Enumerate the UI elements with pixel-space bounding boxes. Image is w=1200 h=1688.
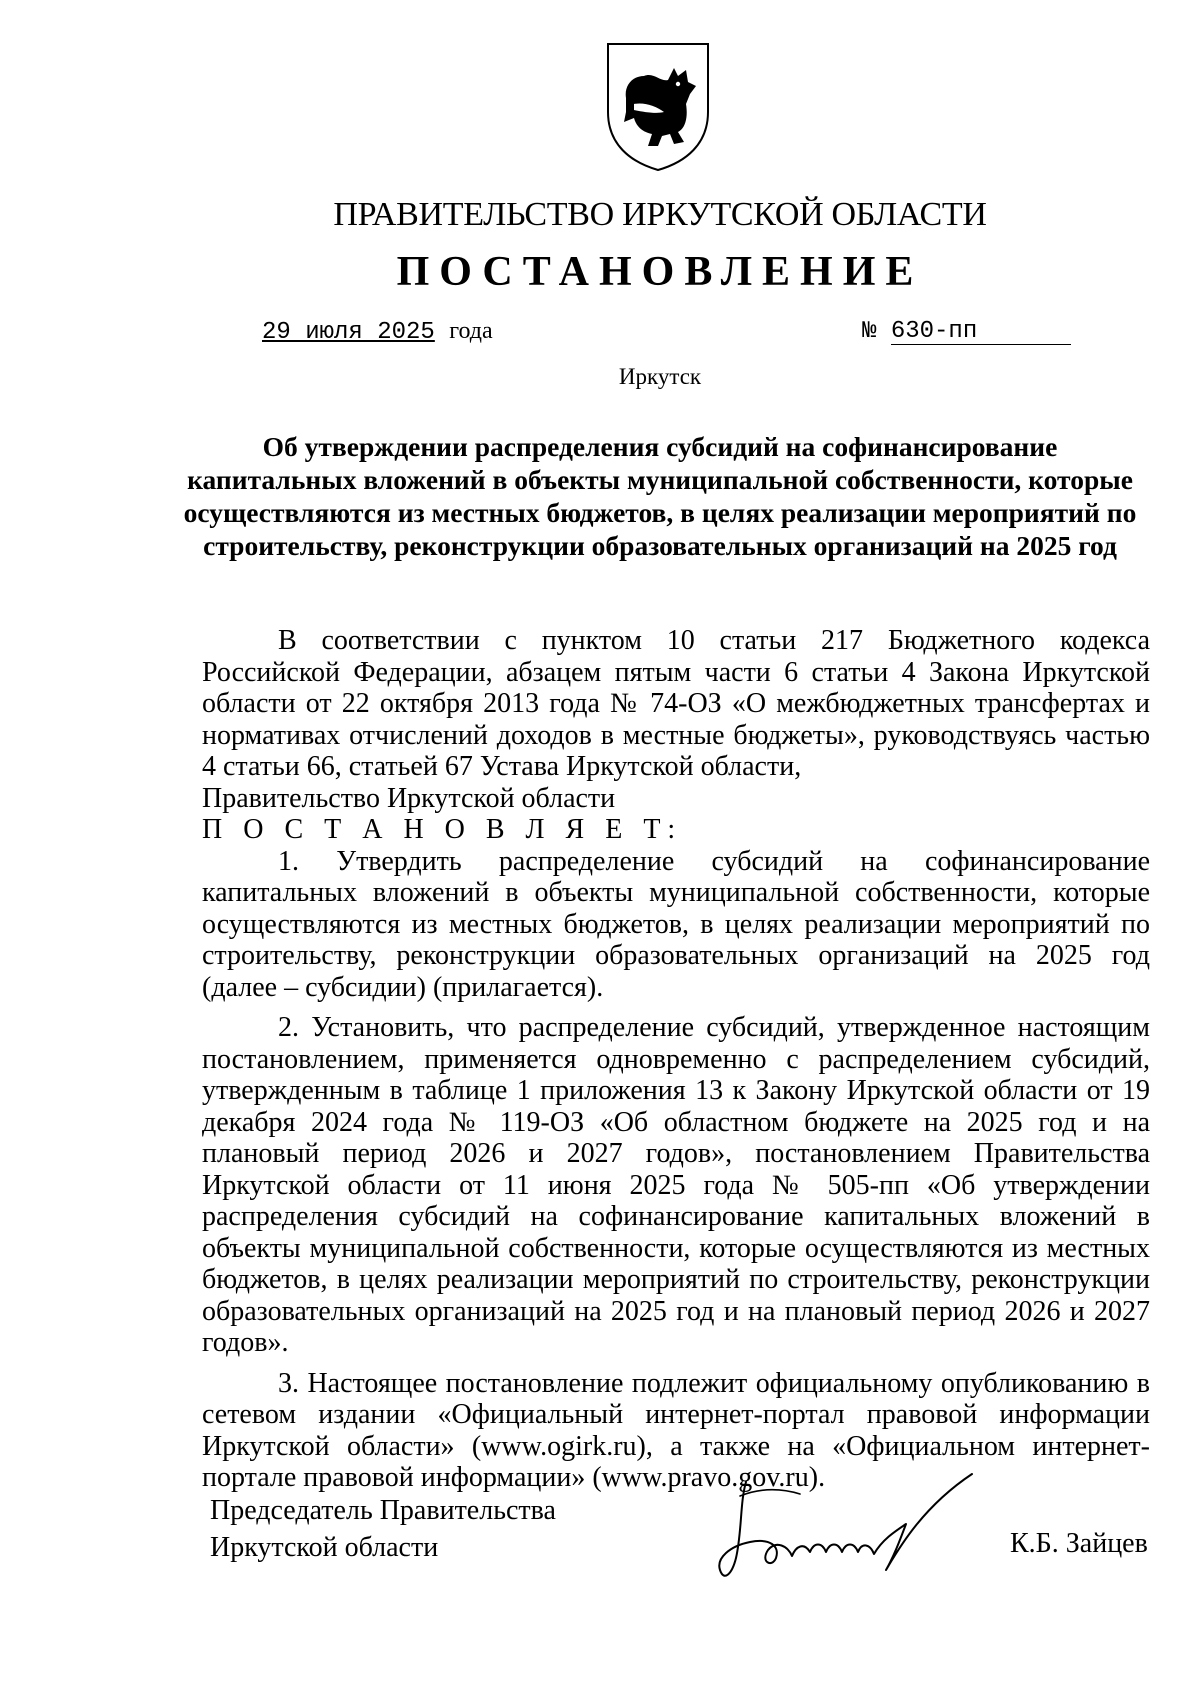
handwritten-signature: [710, 1462, 990, 1592]
item-3: 3. Настоящее постановление подлежит официальному опубликованию в сетевом издании «Официальный интернет-портал правовой информации Иркутской области» (www.ogirk.ru), а также на «Официальном интернет-портале правовой информации» (www.pravo.gov.ru).: [202, 1367, 1150, 1493]
irkutsk-coat-of-arms-icon: [604, 40, 712, 174]
date-suffix: года: [449, 318, 493, 344]
item-1: 1. Утвердить распределение субсидий на софинансирование капитальных вложений в объекты муниципальной собственности, которые осуществляются из местных бюджетов, в целях реализации мероприятий по строительству, реконструкции образовательных организаций на 2025 год (далее – субсидии) (прилагается).: [202, 845, 1150, 1003]
item-2: 2. Установить, что распределение субсидий, утвержденное настоящим постановлением, применяется одновременно с распределением субсидий, утвержденным в таблице 1 приложения 13 к Закону Иркутской области от 19 декабря 2024 года № 119-ОЗ «Об областном бюджете на 2025 год и на плановый период 2026 и 2027 годов», постановлением Правительства Иркутской области от 11 июня 2025 года № 505-пп «Об утверждении распределения субсидий на софинансирование капитальных вложений в объекты муниципальной собственности, которые осуществляются из местных бюджетов, в целях реализации мероприятий по строительству, реконструкции образовательных организаций на 2025 год и на плановый период 2026 и 2027 годов».: [202, 1012, 1150, 1358]
decree-word: П О С Т А Н О В Л Я Е Т:: [202, 814, 683, 845]
preamble: В соответствии с пунктом 10 статьи 217 Бюджетного кодекса Российской Федерации, абзацем пятым части 6 статьи 4 Закона Иркутской области от 22 октября 2013 года № 74-ОЗ «О межбюджетных трансфертах и нормативах отчислений доходов в местные бюджеты», руководствуясь частью 4 статьи 66, статьей 67 Устава Иркутской области,: [202, 625, 1150, 782]
organization-name: ПРАВИТЕЛЬСТВО ИРКУТСКОЙ ОБЛАСТИ: [333, 196, 987, 233]
document-body: [202, 625, 1150, 1494]
document-title: Об утверждении распределения субсидий на софинансирование капитальных вложений в объекты муниципальной собственности, которые осуществляются из местных бюджетов, в целях реализации мероприятий по строительству, реконструкции образовательных организаций на 2025 год: [183, 431, 1137, 561]
authority: Правительство Иркутской области: [202, 782, 616, 814]
signer-name: К.Б. Зайцев: [1010, 1528, 1148, 1559]
document-date: [262, 318, 493, 346]
number-value: 630-пп: [891, 320, 1071, 345]
signer-position-line2: Иркутской области: [210, 1532, 439, 1563]
date-value: 29 июля 2025: [262, 319, 435, 346]
city: Иркутск: [618, 364, 702, 389]
document-type: ПОСТАНОВЛЕНИЕ: [396, 249, 924, 295]
document-number: [862, 318, 1071, 345]
signer-position: [210, 1492, 556, 1566]
signer-position-line1: Председатель Правительства: [210, 1495, 556, 1526]
number-prefix: №: [862, 318, 877, 345]
